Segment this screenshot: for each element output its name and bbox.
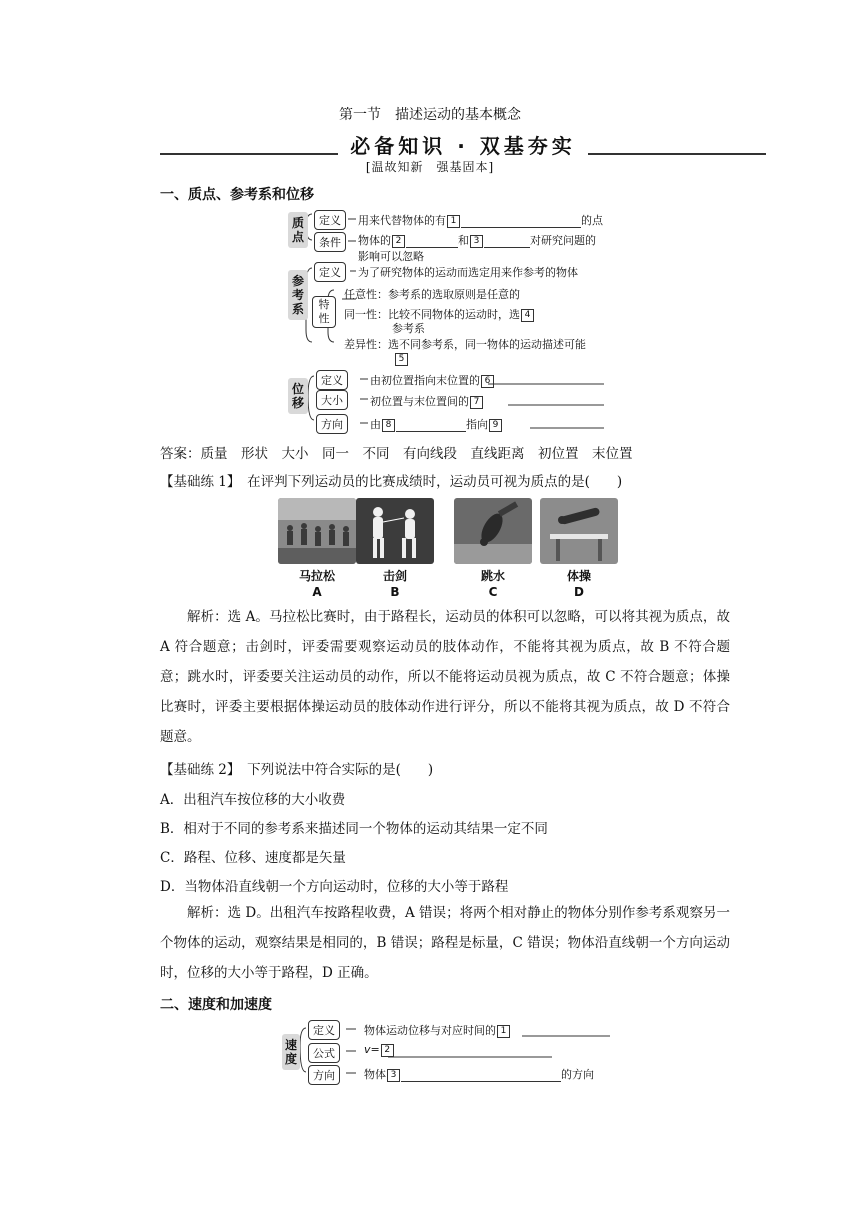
- zhidian-cond-and: 和: [458, 234, 469, 247]
- cankaoxi-prop1: 任意性：参考系的选取原则是任意的: [344, 288, 520, 301]
- blank-number: 1: [447, 215, 460, 228]
- sudu-dir-line: [364, 1066, 594, 1082]
- cankaoxi-def-text: 为了研究物体的运动而选定用来作参考的物体: [358, 266, 578, 279]
- answer-blank: [461, 227, 581, 228]
- sudu-def-tag: 定义: [308, 1020, 340, 1040]
- sudu-label: 速度: [282, 1034, 300, 1070]
- sudu-dir-suffix: 的方向: [561, 1068, 594, 1081]
- weiyi-size-line: [370, 393, 484, 409]
- cankaoxi-prop2-suffix: 参考系: [392, 322, 425, 335]
- marathon-photo: [278, 498, 356, 564]
- cankaoxi-def-tag: 定义: [314, 262, 346, 282]
- answer-blank: [396, 431, 466, 432]
- page-title: 第一节 描述运动的基本概念: [339, 107, 521, 123]
- sudu-def-line: [364, 1022, 511, 1038]
- section1-heading: 一、质点、参考系和位移: [160, 187, 314, 203]
- exercise2-option-d: D．当物体沿直线朝一个方向运动时，位移的大小等于路程: [160, 879, 509, 895]
- blank-number: 9: [489, 419, 502, 432]
- exercise1-analysis: 解析：选 A。马拉松比赛时，由于路程长，运动员的体积可以忽略，可以将其视为质点，故 A 符合题意；击剑时，评委需要观察运动员的肢体动作，不能将其视为质点，故 B 不符合题意；跳水时，评委要关注运动员的动作，所以不能将运动员视为质点，故 C 不符合题意；体操比赛时，评委主要根据体操运动员的肢体动作进行评分，所以不能将其视为质点，故 D 不符合题意。: [160, 609, 730, 745]
- section2-heading: 二、速度和加速度: [160, 997, 272, 1013]
- option-d-figure: [540, 498, 618, 600]
- cankaoxi-label: 参考系: [288, 270, 308, 320]
- blank-number: 2: [381, 1044, 394, 1057]
- blank-number: 1: [497, 1025, 510, 1038]
- weiyi-size-text: 初位置与末位置间的: [370, 395, 469, 408]
- cankaoxi-prop3: 差异性：选不同参考系，同一物体的运动描述可能: [344, 338, 586, 351]
- weiyi-dir-text2: 指向: [466, 418, 488, 431]
- sudu-def-text: 物体运动位移与对应时间的: [364, 1024, 496, 1037]
- zhidian-cond-text: 物体的: [358, 234, 391, 247]
- blank-number: 7: [470, 396, 483, 409]
- option-c-letter: C: [488, 585, 498, 599]
- sudu-dir-tag: 方向: [308, 1065, 340, 1085]
- zhidian-cond-text2: 影响可以忽略: [358, 250, 424, 263]
- answer-blank: [484, 247, 530, 248]
- weiyi-size-tag: 大小: [316, 390, 348, 410]
- weiyi-def-tag: 定义: [316, 370, 348, 390]
- concept-map-1: [0, 0, 860, 440]
- weiyi-label: 位移: [288, 378, 308, 414]
- blank-number: 2: [392, 235, 405, 248]
- blank-number: 8: [382, 419, 395, 432]
- answer-blank: [401, 1081, 561, 1082]
- cankaoxi-prop-tag: 特性: [312, 296, 336, 328]
- sudu-formula-line: [364, 1043, 395, 1057]
- weiyi-def-line: [370, 372, 495, 388]
- fencing-photo: [356, 498, 434, 564]
- option-a-letter: A: [312, 585, 322, 599]
- sudu-formula-text: v=: [364, 1043, 380, 1056]
- cankaoxi-prop3-blank: [394, 352, 409, 366]
- exercise2-option-a: A．出租汽车按位移的大小收费: [160, 792, 346, 808]
- concept-map-2: [0, 1016, 860, 1088]
- weiyi-dir-tag: 方向: [316, 414, 348, 434]
- zhidian-def-line: [358, 212, 603, 228]
- blank-number: 3: [387, 1069, 400, 1082]
- option-a-figure: [278, 498, 356, 600]
- zhidian-def-suffix: 的点: [581, 214, 603, 227]
- gymnastics-photo: [540, 498, 618, 564]
- option-b-name: 击剑: [382, 569, 407, 583]
- exercise2-option-c: C．路程、位移、速度都是矢量: [160, 850, 346, 866]
- exercise2-option-b: B．相对于不同的参考系来描述同一个物体的运动其结果一定不同: [160, 821, 548, 837]
- weiyi-dir-line: [370, 416, 503, 432]
- blank-number: 5: [395, 353, 408, 366]
- answer-line: 答案：质量 形状 大小 同一 不同 有向线段 直线距离 初位置 末位置: [160, 446, 633, 462]
- zhidian-cond-line: [358, 232, 596, 248]
- option-d-name: 体操: [566, 569, 591, 583]
- option-c-figure: [454, 498, 532, 600]
- option-b-letter: B: [390, 585, 400, 599]
- option-b-figure: [356, 498, 434, 600]
- exercise2-analysis: 解析：选 D。出租汽车按路程收费，A 错误；将两个相对静止的物体分别作参考系观察另一个物体的运动，观察结果是相同的，B 错误；路程是标量，C 错误；物体沿直线朝一个方向运动时，位移的大小等于路程，D 正确。: [160, 905, 730, 981]
- zhidian-cond-suffix: 对研究问题的: [530, 234, 596, 247]
- blank-number: 6: [481, 375, 494, 388]
- diving-photo: [454, 498, 532, 564]
- blank-number: 4: [521, 309, 534, 322]
- cankaoxi-prop2-line: [344, 306, 535, 322]
- option-d-letter: D: [574, 585, 584, 599]
- exercise2-prompt: 【基础练 2】 下列说法中符合实际的是( ): [160, 762, 434, 778]
- sudu-dir-text: 物体: [364, 1068, 386, 1081]
- exercise1-prompt: 【基础练 1】 在评判下列运动员的比赛成绩时，运动员可视为质点的是( ): [160, 474, 623, 490]
- zhidian-def-tag: 定义: [314, 210, 346, 230]
- zhidian-cond-tag: 条件: [314, 232, 346, 252]
- option-c-name: 跳水: [480, 569, 505, 583]
- sudu-formula-tag: 公式: [308, 1043, 340, 1063]
- weiyi-dir-text1: 由: [370, 418, 381, 431]
- blank-number: 3: [470, 235, 483, 248]
- cankaoxi-prop2-text: 同一性：比较不同物体的运动时，选: [344, 308, 520, 321]
- banner-subtitle: [温故知新 强基固本]: [365, 160, 495, 174]
- banner-text: 必备知识 · 双基夯实: [338, 134, 588, 158]
- weiyi-def-text: 由初位置指向末位置的: [370, 374, 480, 387]
- zhidian-label: 质点: [288, 212, 308, 248]
- option-a-name: 马拉松: [298, 569, 335, 583]
- zhidian-def-text: 用来代替物体的有: [358, 214, 446, 227]
